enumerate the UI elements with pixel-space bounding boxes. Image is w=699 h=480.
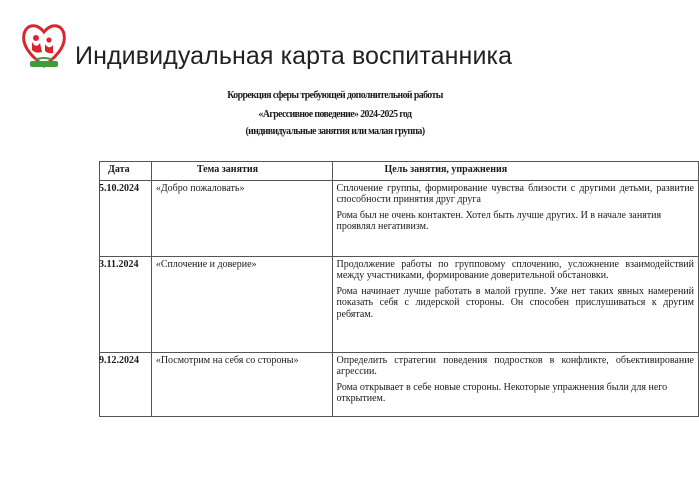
row-date: 9.12.2024 bbox=[100, 352, 152, 416]
table-row bbox=[100, 256, 699, 352]
heading-line-3: (индивидуальные занятия или малая группа) bbox=[245, 126, 425, 137]
row-note: Рома начинает лучше работать в малой группе. Уже нет таких явных намерений показать себя с лидерской стороны. Он способен прислушиваться к другим ребятам. bbox=[336, 285, 694, 320]
row-topic: «Посмотрим на себя со стороны» bbox=[151, 352, 332, 416]
row-topic: «Сплочение и доверие» bbox=[151, 256, 332, 352]
row-note: Рома открывает в себе новые стороны. Некоторые упражнения были для него открытием. bbox=[336, 381, 668, 404]
lesson-plan-table bbox=[99, 161, 699, 417]
heart-family-logo bbox=[18, 16, 70, 74]
row-topic: «Добро пожаловать» bbox=[151, 180, 332, 256]
table-header-row bbox=[100, 162, 699, 181]
header-date: Дата bbox=[100, 162, 152, 181]
table-row bbox=[100, 352, 699, 416]
row-goal-cell bbox=[332, 256, 698, 352]
row-goal-cell bbox=[332, 180, 698, 256]
table-row bbox=[100, 180, 699, 256]
heading-line-1: Коррекция сферы требующей дополнительной работы bbox=[227, 90, 443, 101]
heading-line-2: «Агрессивное поведение» 2024-2025 год bbox=[258, 109, 412, 120]
row-date: 5.10.2024 bbox=[100, 180, 152, 256]
row-goal: Определить стратегии поведения подростков в конфликте, объективирование агрессии. bbox=[336, 354, 694, 377]
row-goal-cell bbox=[332, 352, 698, 416]
row-date: 3.11.2024 bbox=[100, 256, 152, 352]
header-goal: Цель занятия, упражнения bbox=[332, 162, 698, 181]
row-goal: Сплочение группы, формирование чувства близости с другими детьми, развитие способности принятия друг друга bbox=[336, 182, 694, 205]
row-goal: Продолжение работы по групповому сплочению, усложнение взаимодействий между участниками, формирование доверительной обстановки. bbox=[336, 258, 694, 281]
header-topic: Тема занятия bbox=[151, 162, 332, 181]
row-note: Рома был не очень контактен. Хотел быть лучше других. И в начале занятия проявлял негативизм. bbox=[336, 209, 662, 232]
slide-title: Индивидуальная карта воспитанника bbox=[75, 42, 513, 70]
